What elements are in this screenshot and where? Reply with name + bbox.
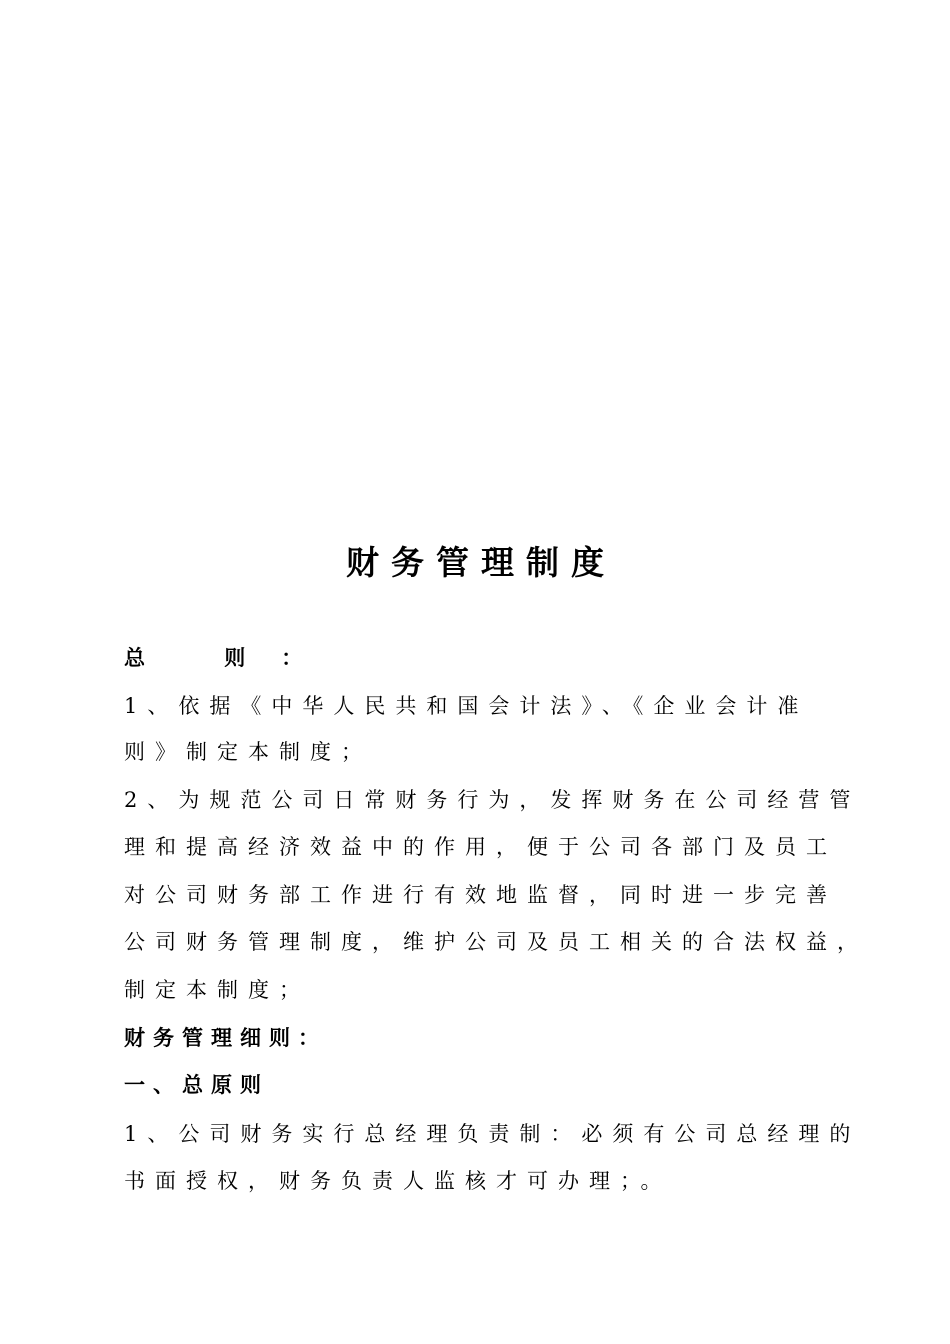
- paragraph-line: 理和提高经济效益中的作用，便于公司各部门及员工: [124, 835, 837, 859]
- document-title: 财务管理制度: [346, 543, 616, 582]
- section-heading: 一、总原则: [124, 1073, 269, 1097]
- paragraph-line: 书面授权，财务负责人监核才可办理；。: [124, 1169, 672, 1193]
- paragraph-line: 对公司财务部工作进行有效地监督，同时进一步完善: [124, 883, 837, 907]
- paragraph-line: 1、公司财务实行总经理负责制：必须有公司总经理的: [124, 1122, 861, 1146]
- general-principles-heading: 总 则：: [124, 646, 339, 670]
- paragraph-line: 则》制定本制度；: [124, 740, 372, 764]
- financial-rules-heading: 财务管理细则：: [124, 1026, 327, 1050]
- paragraph-line: 制定本制度；: [124, 978, 310, 1002]
- paragraph-line: 2、为规范公司日常财务行为，发挥财务在公司经营管: [124, 788, 861, 812]
- paragraph-line: 1、依据《中华人民共和国会计法》、《企业会计准: [124, 694, 809, 718]
- paragraph-line: 公司财务管理制度，维护公司及员工相关的合法权益，: [124, 930, 868, 954]
